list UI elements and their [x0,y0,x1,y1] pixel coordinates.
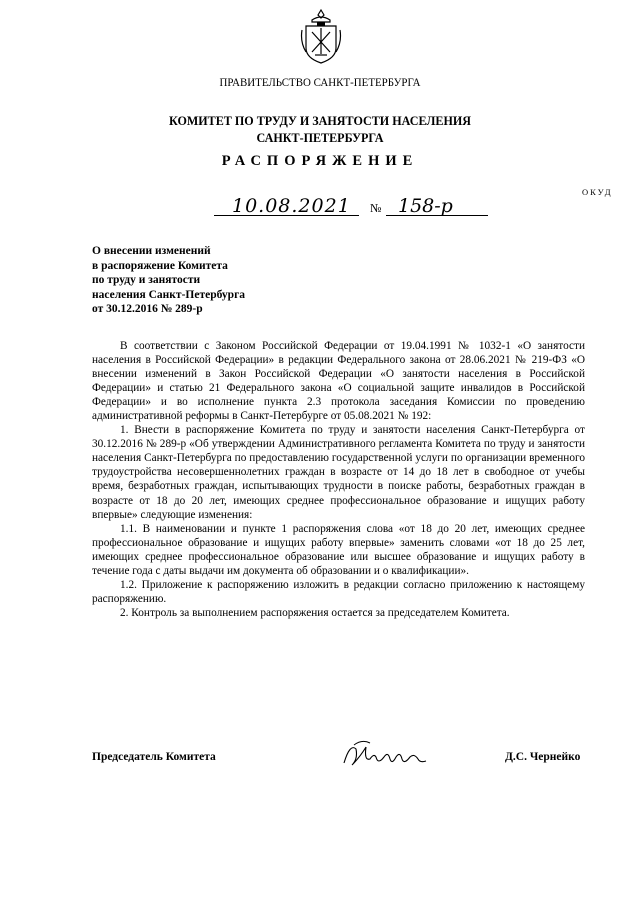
body-paragraph-item-2: 2. Контроль за выполнением распоряжения остается за председателем Комитета. [120,606,510,619]
government-name: ПРАВИТЕЛЬСТВО САНКТ-ПЕТЕРБУРГА [219,77,421,89]
okud-label: ОКУД [582,187,613,197]
committee-name-line1: КОМИТЕТ ПО ТРУДУ И ЗАНЯТОСТИ НАСЕЛЕНИЯ [168,113,472,128]
subject-line: от 30.12.2016 № 289-р [92,303,203,316]
body-paragraph-item-1-1: 1.1. В наименовании и пункте 1 распоряжения слова «от 18 до 20 лет, имеющих среднее профессиональное образование и ищущих работу впервые» заменить словами «от 18 до 25 лет, имеющих среднее профессиональное образование или высшее образование и ищущих работу в течение года с даты выдачи им документа об образовании и о квалификации». [92,522,585,577]
document-type: РАСПОРЯЖЕНИЕ [221,153,419,169]
handwritten-signature [340,735,430,775]
subject-line: по труду и занятости [92,274,201,287]
subject-line: населения Санкт-Петербурга [92,288,246,301]
committee-name-line2: САНКТ-ПЕТЕРБУРГА [256,130,384,145]
st-petersburg-coat-of-arms-icon [300,8,342,66]
body-paragraph-preamble: В соответствии с Законом Российской Федерации от 19.04.1991 № 1032-1 «О занятости населения в Российской Федерации» в редакции Федерального закона от 28.06.2021 № 219-ФЗ «О внесении изменений в Закон Российской Федерации «О занятости населения в Российской Федерации» и статью 21 Федерального закона «О социальной защите инвалидов в Российской Федерации» и во исполнение пункта 2.3 протокола заседания Комиссии по проведению административной реформы в Санкт-Петербурге от 05.08.2021 № 192: [92,340,585,423]
signatory-name: Д.С. Чернейко [505,751,581,763]
number-sign: № [370,201,382,215]
document-date: 10.08.2021 [232,195,351,217]
body-paragraph-item-1-2: 1.2. Приложение к распоряжению изложить в редакции согласно приложению к настоящему распоряжению. [92,578,585,605]
subject-line: в распоряжение Комитета [92,259,228,272]
body-paragraph-item-1: 1. Внести в распоряжение Комитета по труду и занятости населения Санкт-Петербурга от 30.12.2016 № 289-р «Об утверждении Административного регламента Комитета по труду и занятости населения Санкт-Петербурга по предоставлению государственной услуги по организации временного трудоустройства несовершеннолетних граждан в возрасте от 14 до 18 лет в свободное от учебы время, безработных граждан, испытывающих трудности в поиске работы, безработных граждан в возрасте от 18 до 20 лет, имеющих среднее профессиональное образование и ищущих работу впервые» следующие изменения: [92,424,585,521]
document-body [92,339,585,620]
committee-name [22,112,617,146]
subject-line: О внесении изменений [92,245,211,257]
document-number: 158-р [398,195,453,217]
signatory-position: Председатель Комитета [92,751,216,763]
document-subject [92,244,245,317]
